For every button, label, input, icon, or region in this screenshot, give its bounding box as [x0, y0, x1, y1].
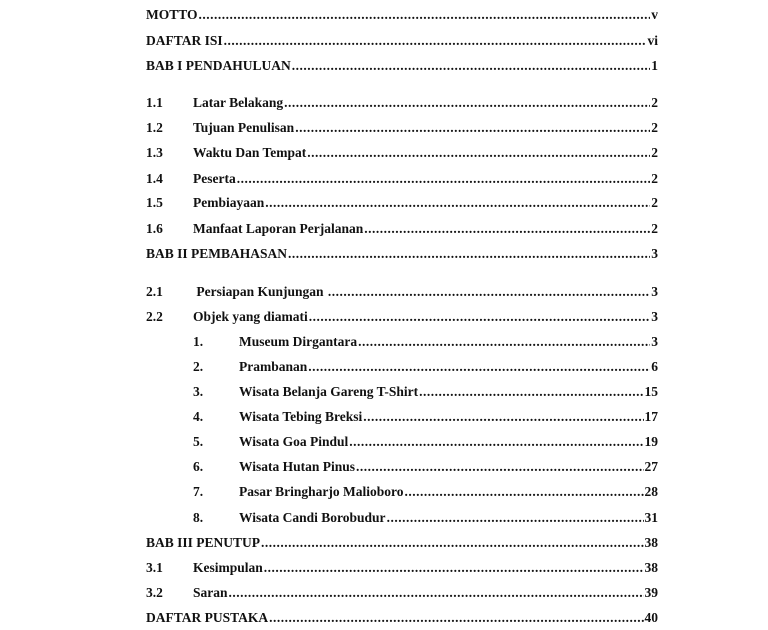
- toc-title: Wisata Tebing Breksi: [239, 409, 363, 424]
- dot-leader: [224, 32, 647, 50]
- toc-number: 1.2: [146, 120, 163, 135]
- toc-entry-1-3[interactable]: [146, 144, 658, 162]
- toc-number: 6.: [193, 459, 204, 474]
- toc-number: 2.: [193, 359, 204, 374]
- toc-page-number: v: [651, 7, 658, 22]
- toc-page-number: 2: [651, 145, 658, 160]
- toc-entry-object-8[interactable]: [193, 509, 658, 527]
- toc-number: 1.5: [146, 195, 163, 210]
- dot-leader: [229, 584, 644, 602]
- dot-leader: [349, 433, 643, 451]
- toc-number: 4.: [193, 409, 204, 424]
- dot-leader: [292, 57, 650, 75]
- toc-entry-daftar-isi[interactable]: [146, 32, 658, 50]
- toc-title: Wisata Goa Pindul: [239, 434, 349, 449]
- toc-entry-motto[interactable]: [146, 6, 658, 24]
- dot-leader: [308, 358, 650, 376]
- toc-title: Saran: [193, 585, 228, 600]
- toc-entry-object-4[interactable]: [193, 408, 658, 426]
- toc-title: Wisata Belanja Gareng T-Shirt: [239, 384, 419, 399]
- dot-leader: [261, 534, 643, 552]
- toc-entry-object-6[interactable]: [193, 458, 658, 476]
- toc-title: Latar Belakang: [193, 95, 284, 110]
- toc-title: BAB III PENUTUP: [146, 535, 261, 550]
- dot-leader: [265, 194, 650, 212]
- toc-entry-3-2[interactable]: [146, 584, 658, 602]
- toc-entry-2-2[interactable]: [146, 308, 658, 326]
- dot-leader: [309, 308, 650, 326]
- dot-leader: [288, 245, 650, 263]
- toc-page-number: 28: [644, 484, 658, 499]
- toc-title: BAB II PEMBAHASAN: [146, 246, 288, 261]
- toc-page-number: 19: [644, 434, 658, 449]
- toc-entry-object-2[interactable]: [193, 358, 658, 376]
- toc-number: 1.4: [146, 171, 163, 186]
- toc-page-number: 6: [651, 359, 658, 374]
- toc-entry-1-6[interactable]: [146, 220, 658, 238]
- toc-entry-object-5[interactable]: [193, 433, 658, 451]
- toc-number: 1.1: [146, 95, 163, 110]
- toc-title: DAFTAR ISI: [146, 33, 223, 48]
- toc-title: Kesimpulan: [193, 560, 263, 575]
- toc-number: 1.3: [146, 145, 163, 160]
- toc-page-number: 38: [644, 560, 658, 575]
- toc-title: MOTTO: [146, 7, 198, 22]
- toc-page-number: 2: [651, 221, 658, 236]
- toc-entry-object-1[interactable]: [193, 333, 658, 351]
- toc-page-number: 31: [644, 510, 658, 525]
- dot-leader: [295, 119, 650, 137]
- toc-page-number: 2: [651, 95, 658, 110]
- toc-page-number: 15: [644, 384, 658, 399]
- toc-entry-daftar-pustaka[interactable]: [146, 609, 658, 627]
- dot-leader: [199, 6, 651, 24]
- dot-leader: [364, 220, 650, 238]
- dot-leader: [269, 609, 643, 627]
- toc-number: 8.: [193, 510, 204, 525]
- toc-page-number: 3: [651, 334, 658, 349]
- toc-title: BAB I PENDAHULUAN: [146, 58, 291, 73]
- dot-leader: [328, 283, 650, 301]
- dot-leader: [356, 458, 643, 476]
- dot-leader: [387, 509, 644, 527]
- toc-title: Tujuan Penulisan: [193, 120, 295, 135]
- toc-entry-1-4[interactable]: [146, 170, 658, 188]
- toc-title: Manfaat Laporan Perjalanan: [193, 221, 364, 236]
- toc-title: Waktu Dan Tempat: [193, 145, 307, 160]
- toc-page-number: 2: [651, 120, 658, 135]
- toc-number: 2.2: [146, 309, 163, 324]
- toc-number: 3.2: [146, 585, 163, 600]
- toc-title: Wisata Hutan Pinus: [239, 459, 356, 474]
- toc-page-number: 3: [651, 309, 658, 324]
- toc-entry-object-7[interactable]: [193, 483, 658, 501]
- dot-leader: [358, 333, 650, 351]
- toc-title: Objek yang diamati: [193, 309, 308, 324]
- toc-number: 2.1: [146, 284, 163, 299]
- toc-title: Prambanan: [239, 359, 308, 374]
- toc-number: 5.: [193, 434, 204, 449]
- toc-page-number: 27: [644, 459, 658, 474]
- toc-page-number: 39: [644, 585, 658, 600]
- toc-page-number: 1: [651, 58, 658, 73]
- toc-title: Pasar Bringharjo Malioboro: [239, 484, 404, 499]
- toc-entry-bab-1[interactable]: [146, 57, 658, 75]
- toc-entry-object-3[interactable]: [193, 383, 658, 401]
- toc-title: Pembiayaan: [193, 195, 265, 210]
- toc-number: 7.: [193, 484, 204, 499]
- dot-leader: [284, 94, 650, 112]
- toc-page-number: 2: [651, 171, 658, 186]
- dot-leader: [307, 144, 650, 162]
- toc-entry-1-1[interactable]: [146, 94, 658, 112]
- toc-entry-1-2[interactable]: [146, 119, 658, 137]
- toc-entry-3-1[interactable]: [146, 559, 658, 577]
- toc-number: 1.6: [146, 221, 163, 236]
- toc-title: Wisata Candi Borobudur: [239, 510, 386, 525]
- toc-page-number: 2: [651, 195, 658, 210]
- toc-page-number: 40: [644, 610, 658, 625]
- toc-number: 3.1: [146, 560, 163, 575]
- toc-entry-bab-2[interactable]: [146, 245, 658, 263]
- toc-number: 1.: [193, 334, 204, 349]
- dot-leader: [419, 383, 643, 401]
- toc-entry-bab-3[interactable]: [146, 534, 658, 552]
- toc-page-number: vi: [647, 33, 658, 48]
- toc-page-number: 3: [651, 284, 658, 299]
- toc-entry-1-5[interactable]: [146, 194, 658, 212]
- toc-page-number: 17: [644, 409, 658, 424]
- toc-title: Museum Dirgantara: [239, 334, 358, 349]
- toc-page-number: 38: [644, 535, 658, 550]
- toc-page-number: 3: [651, 246, 658, 261]
- toc-number: 3.: [193, 384, 204, 399]
- toc-title: Persiapan Kunjungan: [193, 284, 327, 299]
- dot-leader: [237, 170, 651, 188]
- toc-entry-2-1[interactable]: [146, 283, 658, 301]
- dot-leader: [363, 408, 643, 426]
- toc-title: DAFTAR PUSTAKA: [146, 610, 269, 625]
- dot-leader: [405, 483, 644, 501]
- dot-leader: [264, 559, 644, 577]
- toc-title: Peserta: [193, 171, 236, 186]
